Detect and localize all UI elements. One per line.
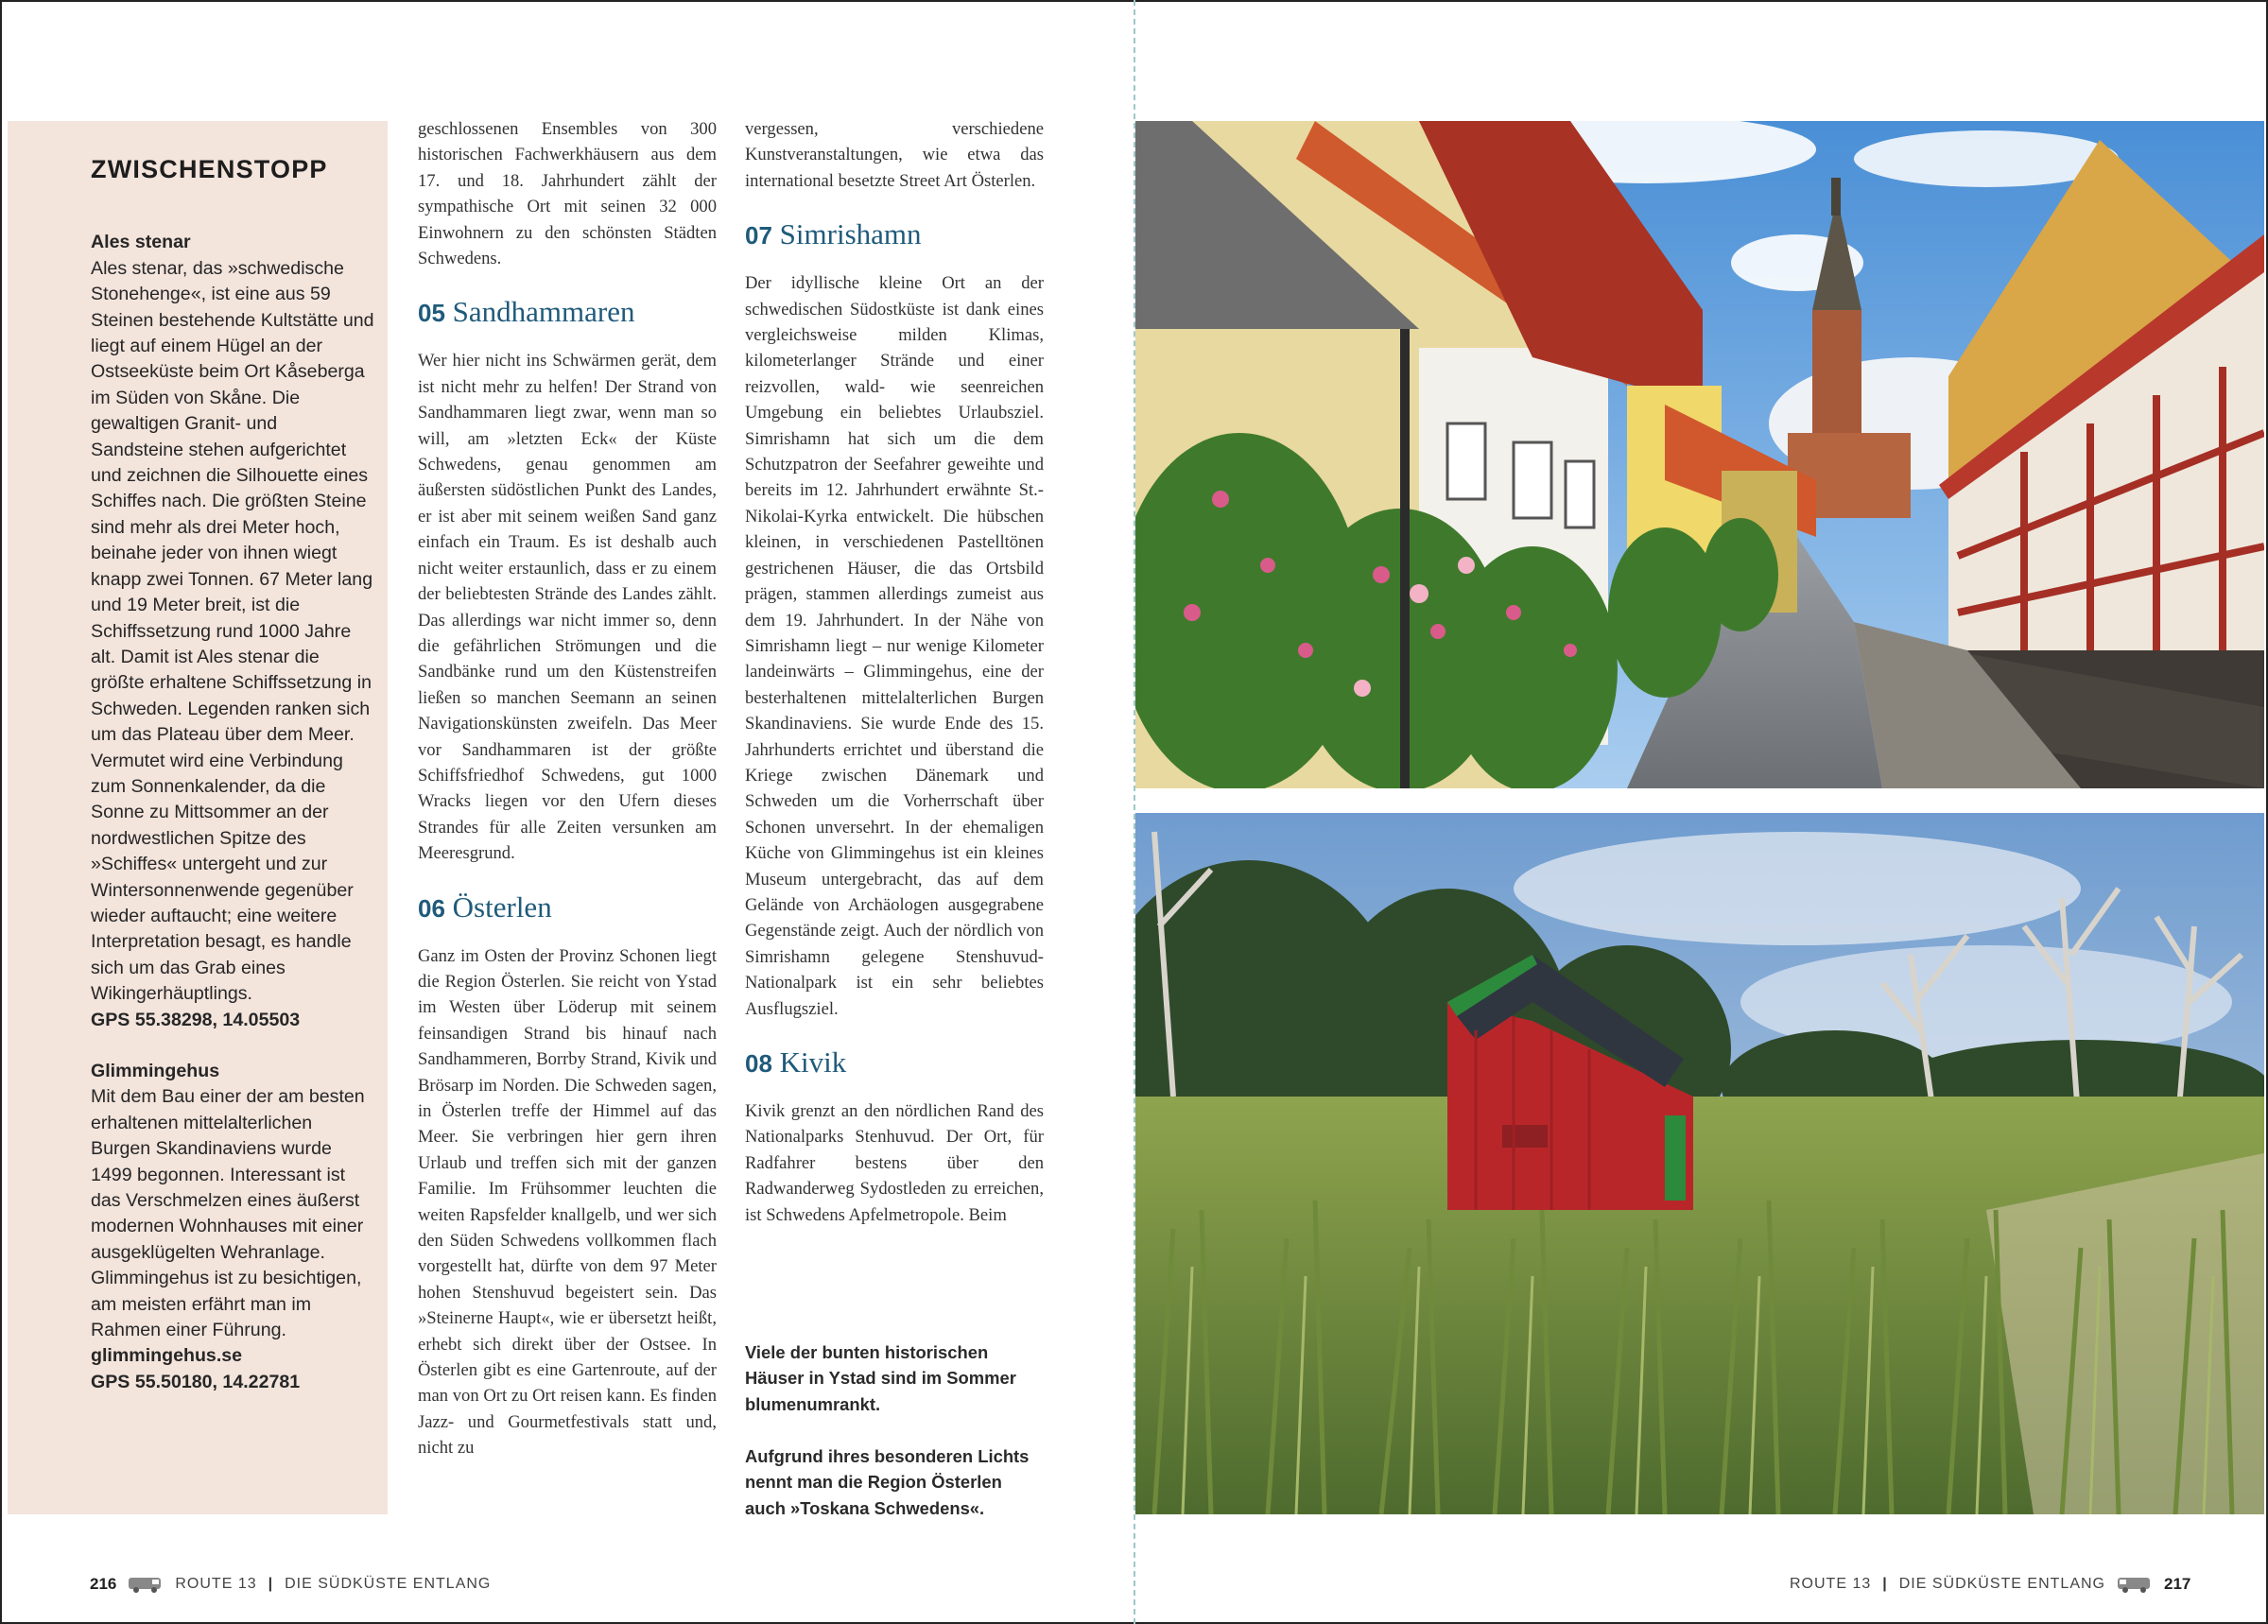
- footer-chapter: DIE SÜDKÜSTE ENTLANG: [1898, 1576, 2105, 1592]
- sidebar-gps-glimmingehus: GPS 55.50180, 14.22781: [91, 1371, 301, 1392]
- footer-separator: |: [1882, 1576, 1888, 1592]
- footer-separator: |: [268, 1576, 274, 1592]
- sidebar-text-ales-stenar: Ales stenar, das »schwedische Stonehenge«, ist eine aus 59 Steinen bestehende Kultstätte und liegt auf einem Hügel an der Ostseeküste beim Ort Kåseberga im Süden von Skåne. Die gewaltigen Granit- und Sandsteine stehen aufgerichtet und zeichnen die Silhouette eines Schiffes nach. Die größten Steine sind mehr als drei Meter hoch, beinahe jeder von ihnen wiegt knapp zwei Tonnen. 67 Meter lang und 19 Meter breit, ist die Schiffssetzung rund 1000 Jahre alt. Damit ist Ales stenar die größte erhaltene Schiffssetzung in Schweden. Legenden ranken sich um das Plateau über dem Meer. Vermutet wird eine Verbindung zum Sonnenkalender, da die Sonne zu Mittsommer an der nordwestlichen Spitze des »Schiffes« untergeht und zur Wintersonnenwende gegenüber wieder auftaucht; eine weitere Interpretation besagt, es handle sich um das Grab eines Wikingerhäuptlings.: [91, 257, 374, 1005]
- footer-right: [1790, 1575, 2190, 1594]
- footer-chapter: DIE SÜDKÜSTE ENTLANG: [285, 1576, 492, 1592]
- ystad-street-illustration: [1135, 121, 2264, 788]
- footer-left: [90, 1575, 491, 1594]
- section-heading-kivik: [745, 1046, 1044, 1080]
- sidebar-text-glimmingehus: Mit dem Bau einer der am besten erhaltenen mittelalterlichen Burgen Skandinaviens wurde 1499 begonnen. Interessant ist das Verschmelzen eines äußerst modernen Wohnhauses mit einer ausgeklügelten Wehranlage. Glimmingehus ist zu besichtigen, am meisten erfährt man im Rahmen einer Führung.: [91, 1086, 365, 1341]
- section-number: 05: [418, 299, 445, 328]
- paragraph-osterlen: Ganz im Osten der Provinz Schonen liegt die Region Österlen. Sie reicht von Ystad im Westen über Löderup mit seinem feinsandigen Strand bis hinauf nach Sandhammeren, Borrby Strand, Kivik und Brösarp im Norden. Die Schweden sagen, in Österlen treffe der Himmel auf das Meer. Sie verbringen hier gern ihren Urlaub und treffen sich mit der ganzen Familie. Im Frühsommer leuchten die weiten Rapsfelder knallgelb, und wer sich den Süden Schwedens vollkommen flach vorgestellt hat, dürfte von dem 97 Meter hohen Stenshuvud begeistert sein. Das »Steinerne Haupt«, wie er übersetzt heißt, erhebt sich direkt über der Ostsee. In Österlen gibt es eine Gartenroute, auf der man von Ort zu Ort reisen kann. Es finden Jazz- und Gourmetfestivals statt und, nicht zu: [418, 945, 717, 1459]
- sidebar-heading-glimmingehus: Glimmingehus: [91, 1061, 220, 1081]
- footer-route: ROUTE 13: [175, 1576, 257, 1592]
- sidebar-heading-ales-stenar: Ales stenar: [91, 232, 191, 253]
- section-number: 08: [745, 1049, 772, 1078]
- page-number-left: 216: [90, 1575, 117, 1593]
- sidebar-gps-ales-stenar: GPS 55.38298, 14.05503: [91, 1009, 301, 1030]
- paragraph-osterlen-continued: vergessen, verschiedene Kunstveranstaltungen, wie etwa das international besetzte Street Art Österlen.: [745, 119, 1044, 191]
- paragraph-ystad-continued: geschlossenen Ensembles von 300 historischen Fachwerkhäusern aus dem 17. und 18. Jahrhundert zählt der sympathische Ort mit seinen 32 000 Einwohnern zu den schönsten Städten Schwedens.: [418, 119, 717, 269]
- paragraph-sandhammaren: Wer hier nicht ins Schwärmen gerät, dem ist nicht mehr zu helfen! Der Strand von Sandhammaren liegt zwar, wenn man so will, am »letzten Eck« der Küste Schwedens, genau genommen am äußersten südöstlichen Punkt des Landes, er ist aber mit seinem weißen Sand ganz einfach ein Traum. Es ist deshalb auch nicht weiter erstaunlich, dass er zu einem der beliebtesten Strände des Landes zählt. Das allerdings war nicht immer so, denn die gefährlichen Strömungen und die Sandbänke rund um den Küstenstreifen ließen so manchen Seemann an seinen Navigationskünsten zweifeln. Das Meer vor Sandhammaren ist der größte Schiffsfriedhof Schwedens, gut 1000 Wracks liegen vor den Ufern dieses Strandes für alle Zeiten versunken am Meeresgrund.: [418, 351, 717, 864]
- section-title: Sandhammaren: [452, 295, 635, 329]
- section-heading-sandhammaren: [418, 296, 717, 329]
- section-number: 07: [745, 221, 772, 251]
- campervan-icon: [2117, 1575, 2153, 1594]
- paragraph-kivik: Kivik grenzt an den nördlichen Rand des Nationalparks Stenhuvud. Der Ort, für Radfahrer bestens über den Radwanderweg Sydostleden zu erreichen, ist Schwedens Apfelmetropole. Beim: [745, 1101, 1044, 1225]
- section-heading-osterlen: [418, 891, 717, 924]
- campervan-icon: [128, 1575, 164, 1594]
- photo-osterlen-hut: [1135, 813, 2264, 1514]
- osterlen-hut-illustration: [1135, 813, 2264, 1514]
- section-heading-simrishamn: [745, 218, 1044, 251]
- footer-route: ROUTE 13: [1790, 1576, 1872, 1592]
- sidebar-content: [91, 149, 374, 1395]
- section-title: Kivik: [779, 1045, 847, 1079]
- paragraph-simrishamn: Der idyllische kleine Ort an der schwedischen Südostküste ist dank eines vergleichsweise milden Klimas, kilometerlanger Strände und einer reizvollen, wald- wie seenreichen Umgebung ein beliebtes Urlaubsziel. Simrishamn hat sich um die dem Schutzpatron der Seefahrer geweihte und bereits im 12. Jahrhundert erwähnte St.-Nikolai-Kyrka entwickelt. Die hübschen kleinen, in verschiedenen Pastelltönen gestrichenen Häuser, die das Ortsbild prägen, stammen allerdings zumeist aus dem 19. Jahrhundert. In der Nähe von Simrishamn liegt – nur wenige Kilometer landeinwärts – Glimmingehus, eine der besterhaltenen mittelalterlichen Burgen Skandinaviens. Sie wurde Ende des 15. Jahrhunderts errichtet und überstand die Kriege zwischen Dänemark und Schweden um die Vorherrschaft über Schonen unversehrt. In der ehemaligen Küche von Glimmingehus ist ein kleines Museum untergebracht, das auf dem Gelände von Archäologen ausgegrabene Gegenstände zeigt. Auch der nördlich von Simrishamn gelegene Stenshuvud-Nationalpark ist ein sehr beliebtes Ausflugsziel.: [745, 273, 1044, 1019]
- section-number: 06: [418, 893, 445, 923]
- text-column-2: [745, 116, 1044, 1228]
- photo-caption-ystad: Viele der bunten historischen Häuser in Ystad sind im Sommer blumenumrankt.: [745, 1342, 1016, 1414]
- sidebar-link-glimmingehus[interactable]: glimmingehus.se: [91, 1345, 243, 1367]
- sidebar-box: [8, 121, 388, 1514]
- section-title: Simrishamn: [779, 217, 922, 251]
- text-column-1: [418, 116, 717, 1461]
- photo-caption-osterlen: Aufgrund ihres besonderen Lichts nennt man die Region Österlen auch »Toskana Schwedens«.: [745, 1446, 1030, 1518]
- sidebar-title: ZWISCHENSTOPP: [91, 155, 328, 183]
- section-title: Österlen: [452, 890, 552, 924]
- photo-ystad-street: [1135, 121, 2264, 788]
- page-number-right: 217: [2164, 1575, 2191, 1593]
